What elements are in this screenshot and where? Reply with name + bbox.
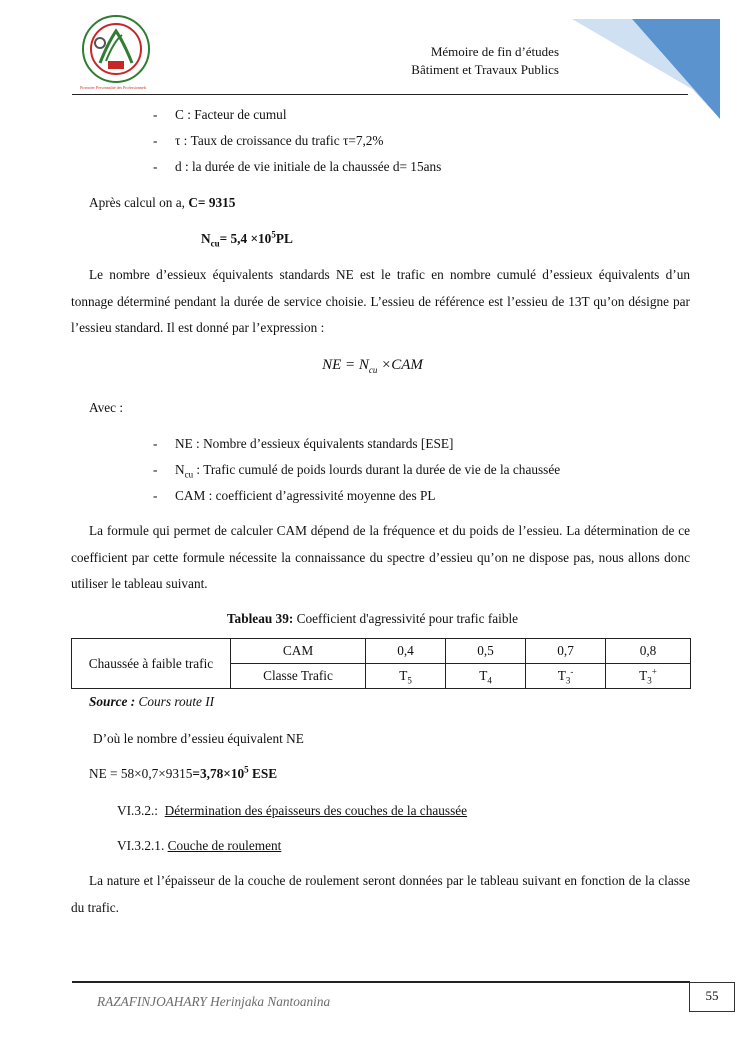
avec-label: Avec : bbox=[89, 400, 124, 415]
list-item: - τ : Taux de croissance du trafic τ=7,2% bbox=[153, 133, 384, 148]
table-caption: Tableau 39: Coefficient d'agressivité pour trafic faible bbox=[226, 611, 519, 626]
header-title-line2: Bâtiment et Travaux Publics bbox=[411, 62, 559, 77]
list-item: - CAM : coefficient d’agressivité moyenne des PL bbox=[153, 488, 436, 503]
logo-caption: Promoter Personnalité des Professionnels bbox=[80, 85, 147, 90]
paragraph-roulement: La nature et l’épaisseur de la couche de roulement seront données par le tableau suivant en fonction de la classe du trafic. bbox=[71, 873, 690, 915]
page-number: 55 bbox=[689, 982, 735, 1012]
table-row bbox=[72, 639, 691, 664]
table-row-header: Chaussée à faible trafic bbox=[72, 639, 231, 689]
list-item: - NE : Nombre d’essieux équivalents standards [ESE] bbox=[153, 436, 454, 451]
table-cell: 0,8 bbox=[606, 639, 691, 664]
school-emblem-icon bbox=[78, 13, 154, 83]
table-source: Source : Cours route II bbox=[89, 694, 215, 709]
calc-result: Après calcul on a, C= 9315 bbox=[89, 195, 236, 210]
list-item: - C : Facteur de cumul bbox=[153, 107, 287, 122]
cam-table bbox=[71, 638, 691, 689]
footer-author: RAZAFINJOAHARY Herinjaka Nantoanina bbox=[97, 994, 331, 1009]
header-title-line1: Mémoire de fin d’études bbox=[430, 44, 559, 59]
table-cell: 0,7 bbox=[526, 639, 606, 664]
ncu-result: $N_{cu}= 5,4 \times 10^5PL$ bbox=[201, 229, 293, 249]
list-item: - d : la durée de vie initiale de la chaussée d= 15ans bbox=[153, 159, 442, 174]
table-cell: CAM bbox=[231, 639, 366, 664]
paragraph-cam: La formule qui permet de calculer CAM dépend de la fréquence et du poids de l’essieu. La détermination de ce coefficient par cette formule nécessite la connaissance du spectre d’essieu qu’on ne dispose pas, nous allons donc utiliser le tableau suivant. bbox=[71, 523, 690, 591]
table-cell: Classe Trafic bbox=[231, 664, 366, 689]
table-cell: $T_4$ bbox=[446, 664, 526, 689]
table-cell: $T_3^+$ bbox=[606, 664, 691, 689]
formula-ne: NE = $N_{cu} \times CAM$ bbox=[322, 357, 423, 375]
table-cell: $T_5$ bbox=[366, 664, 446, 689]
table-cell: 0,5 bbox=[446, 639, 526, 664]
section-heading: VI.3.2.: Détermination des épaisseurs des couches de la chaussée bbox=[117, 803, 468, 818]
dou-line: D’où le nombre d’essieu équivalent NE bbox=[93, 731, 304, 746]
corner-decoration-icon bbox=[572, 19, 720, 119]
table-cell: $T_3^-$ bbox=[526, 664, 606, 689]
list-item: - $N_{cu}$ : Trafic cumulé de poids lourds durant la durée de vie de la chaussée bbox=[153, 462, 561, 480]
table-cell: 0,4 bbox=[366, 639, 446, 664]
subsection-heading: VI.3.2.1. Couche de roulement bbox=[117, 838, 282, 853]
footer-rule bbox=[72, 981, 690, 983]
paragraph-ne-definition: Le nombre d’essieux équivalents standards NE est le trafic en nombre cumulé d’essieux équivalents d’un tonnage déterminé pendant la durée de service choisie. L’essieu de référence est l’essieu de 13T qu’on désigne par l’essieu standard. Il est donné par l’expression : bbox=[71, 267, 690, 335]
ne-result: NE = $58\times 0,7\times 9315=3,78\times 10^5$ ESE bbox=[89, 764, 278, 781]
